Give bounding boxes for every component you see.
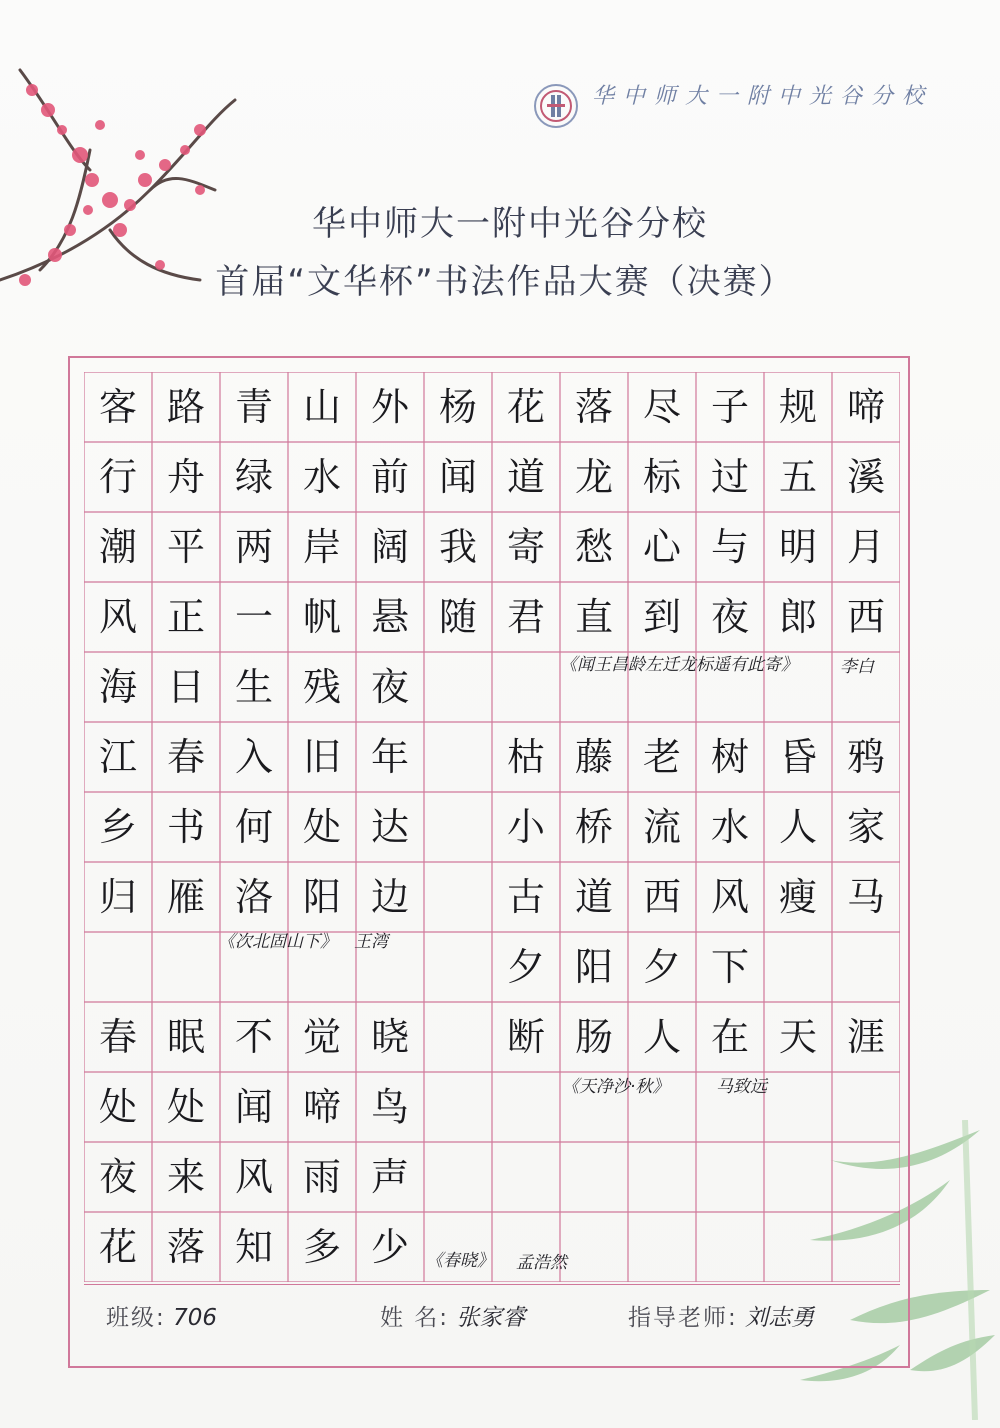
grid-cell-character: 闻 — [438, 455, 477, 499]
grid-cell-character: 少 — [370, 1225, 409, 1269]
grid-cell-character: 阔 — [370, 525, 409, 569]
grid-cell-character: 何 — [234, 805, 273, 849]
grid-cell-character: 觉 — [302, 1015, 341, 1059]
name-label: 姓 名: — [380, 1305, 450, 1331]
annotation-poem4-title: 《春晓》 — [426, 1251, 494, 1271]
grid-cell-character: 天 — [778, 1015, 817, 1059]
grid-cell-character: 夜 — [370, 665, 409, 709]
grid-cell-character: 落 — [166, 1225, 205, 1269]
grid-cell-character: 家 — [846, 805, 885, 849]
grid-cell-character: 来 — [166, 1155, 205, 1199]
annotation-poem2-author: 王湾 — [354, 932, 388, 952]
grid-cell-character: 晓 — [370, 1015, 409, 1059]
grid-cell-character: 月 — [846, 525, 885, 569]
grid-cell-character: 阳 — [574, 945, 613, 989]
grid-cell-character: 鸟 — [370, 1085, 409, 1129]
grid-cell-character: 鸦 — [846, 735, 885, 779]
teacher-field — [628, 1299, 814, 1332]
grid-cell-character: 不 — [234, 1015, 273, 1059]
grid-cell-character: 绿 — [234, 455, 273, 499]
grid-cell-character: 下 — [710, 945, 749, 989]
name-field — [380, 1299, 525, 1332]
grid-cell-character: 日 — [166, 665, 205, 709]
grid-cell-character: 树 — [710, 735, 749, 779]
grid-cell-character: 藤 — [574, 735, 613, 779]
grid-cell-character: 乡 — [98, 805, 137, 849]
grid-cell-character: 江 — [98, 735, 137, 779]
grid-cell-character: 前 — [370, 455, 409, 499]
grid-cell-character: 子 — [710, 385, 749, 429]
grid-cell-character: 枯 — [506, 735, 545, 779]
grid-cell-character: 啼 — [846, 385, 885, 429]
grid-cell-character: 闻 — [234, 1085, 273, 1129]
grid-cell-character: 夜 — [710, 595, 749, 639]
grid-cell-character: 春 — [166, 735, 205, 779]
grid-cell-character: 小 — [506, 805, 545, 849]
annotation-poem1-title: 《闻王昌龄左迁龙标遥有此寄》 — [560, 655, 798, 675]
annotation-poem4-author: 孟浩然 — [516, 1253, 567, 1273]
grid-cell-character: 昏 — [778, 735, 817, 779]
grid-cell-character: 直 — [574, 595, 613, 639]
grid-cell-character: 心 — [642, 525, 681, 569]
grid-cell-character: 两 — [234, 525, 273, 569]
grid-cell-character: 标 — [642, 455, 681, 499]
grid-cell-character: 桥 — [574, 805, 613, 849]
grid-cell-character: 舟 — [166, 455, 205, 499]
grid-cell-character: 西 — [846, 595, 885, 639]
grid-cell-character: 海 — [98, 665, 137, 709]
annotation-poem3-title: 《天净沙·秋》 — [562, 1077, 670, 1097]
grid-cell-character: 随 — [438, 595, 477, 639]
header-school-name: 华中师大一附中光谷分校 — [592, 84, 934, 109]
grid-cell-character: 帆 — [302, 595, 341, 639]
grid-cell-character: 明 — [778, 525, 817, 569]
grid-cell-character: 行 — [98, 455, 137, 499]
grid-cell-character: 一 — [234, 595, 273, 639]
class-label: 班级: — [106, 1305, 166, 1331]
grid-cell-character: 夕 — [506, 945, 545, 989]
grid-cell-character: 马 — [846, 875, 885, 919]
grid-cell-character: 龙 — [574, 455, 613, 499]
grid-cell-character: 寄 — [506, 525, 545, 569]
grid-cell-character: 雨 — [302, 1155, 341, 1199]
grid-cell-character: 花 — [506, 385, 545, 429]
page-title: 华中师大一附中光谷分校 — [312, 204, 708, 244]
grid-cell-character: 知 — [234, 1225, 273, 1269]
grid-cell-character: 悬 — [370, 595, 409, 639]
grid-cell-character: 溪 — [846, 455, 885, 499]
grid-cell-character: 客 — [98, 385, 137, 429]
grid-cell-character: 郎 — [778, 595, 817, 639]
grid-cell-character: 夕 — [642, 945, 681, 989]
grid-cell-character: 道 — [574, 875, 613, 919]
grid-cell-character: 在 — [710, 1015, 749, 1059]
grid-cell-character: 多 — [302, 1225, 341, 1269]
grid-cell-character: 入 — [234, 735, 273, 779]
grid-cell-character: 残 — [302, 665, 341, 709]
grid-cell-character: 水 — [302, 455, 341, 499]
grid-cell-character: 风 — [234, 1155, 273, 1199]
grid-cell-character: 道 — [506, 455, 545, 499]
grid-cell-character: 处 — [302, 805, 341, 849]
grid-cell-character: 旧 — [302, 735, 341, 779]
grid-cell-character: 青 — [234, 385, 273, 429]
teacher-value: 刘志勇 — [745, 1305, 815, 1331]
grid-cell-character: 山 — [302, 385, 341, 429]
grid-cell-character: 生 — [234, 665, 273, 709]
grid-cell-character: 路 — [166, 385, 205, 429]
annotation-poem2-title: 《次北固山下》 — [218, 932, 337, 952]
grid-cell-character: 归 — [98, 875, 137, 919]
school-logo-icon — [532, 82, 580, 130]
grid-cell-character: 老 — [642, 735, 681, 779]
grid-cell-character: 春 — [98, 1015, 137, 1059]
grid-cell-character: 断 — [506, 1015, 545, 1059]
grid-cell-character: 潮 — [98, 525, 137, 569]
grid-cell-character: 尽 — [642, 385, 681, 429]
grid-cell-character: 雁 — [166, 875, 205, 919]
grid-cell-character: 处 — [166, 1085, 205, 1129]
grid-cell-character: 我 — [438, 525, 477, 569]
grid-cell-character: 风 — [98, 595, 137, 639]
name-value: 张家睿 — [456, 1305, 526, 1331]
grid-cell-character: 涯 — [846, 1015, 885, 1059]
grid-cell-character: 古 — [506, 875, 545, 919]
page-subtitle: 首届“文华杯”书法作品大赛（决赛） — [215, 262, 795, 302]
grid-cell-character: 正 — [166, 595, 205, 639]
grid-cell-character: 规 — [778, 385, 817, 429]
grid-cell-character: 五 — [778, 455, 817, 499]
grid-cell-character: 水 — [710, 805, 749, 849]
grid-cell-character: 花 — [98, 1225, 137, 1269]
grid-cell-character: 肠 — [574, 1015, 613, 1059]
grid-cell-character: 洛 — [234, 875, 273, 919]
grid-cell-character: 君 — [506, 595, 545, 639]
grid-cell-character: 杨 — [438, 385, 477, 429]
grid-cell-character: 到 — [642, 595, 681, 639]
grid-cell-character: 与 — [710, 525, 749, 569]
annotation-poem1-author: 李白 — [840, 657, 874, 677]
grid-cell-character: 外 — [370, 385, 409, 429]
grid-cell-character: 边 — [370, 875, 409, 919]
grid-cell-character: 阳 — [302, 875, 341, 919]
grid-cell-character: 过 — [710, 455, 749, 499]
class-field — [106, 1299, 217, 1332]
grid-cell-character: 啼 — [302, 1085, 341, 1129]
grid-cell-character: 岸 — [302, 525, 341, 569]
grid-cell-character: 声 — [370, 1155, 409, 1199]
signature-footer — [84, 1284, 900, 1359]
grid-cell-character: 夜 — [98, 1155, 137, 1199]
grid-cell-character: 眠 — [166, 1015, 205, 1059]
grid-cell-character: 人 — [642, 1015, 681, 1059]
grid-cell-character: 流 — [642, 805, 681, 849]
grid-cell-character: 年 — [370, 735, 409, 779]
class-value: 706 — [173, 1305, 217, 1331]
grid-cell-character: 愁 — [574, 525, 613, 569]
grid-cell-character: 人 — [778, 805, 817, 849]
grid-cell-character: 风 — [710, 875, 749, 919]
grid-cell-character: 达 — [370, 805, 409, 849]
grid-cell-character: 瘦 — [778, 875, 817, 919]
grid-cell-character: 处 — [98, 1085, 137, 1129]
grid-cell-character: 落 — [574, 385, 613, 429]
grid-cell-character: 西 — [642, 875, 681, 919]
teacher-label: 指导老师: — [628, 1305, 738, 1331]
annotation-poem3-author: 马致远 — [716, 1077, 767, 1097]
grid-cell-character: 平 — [166, 525, 205, 569]
grid-cell-character: 书 — [166, 805, 205, 849]
